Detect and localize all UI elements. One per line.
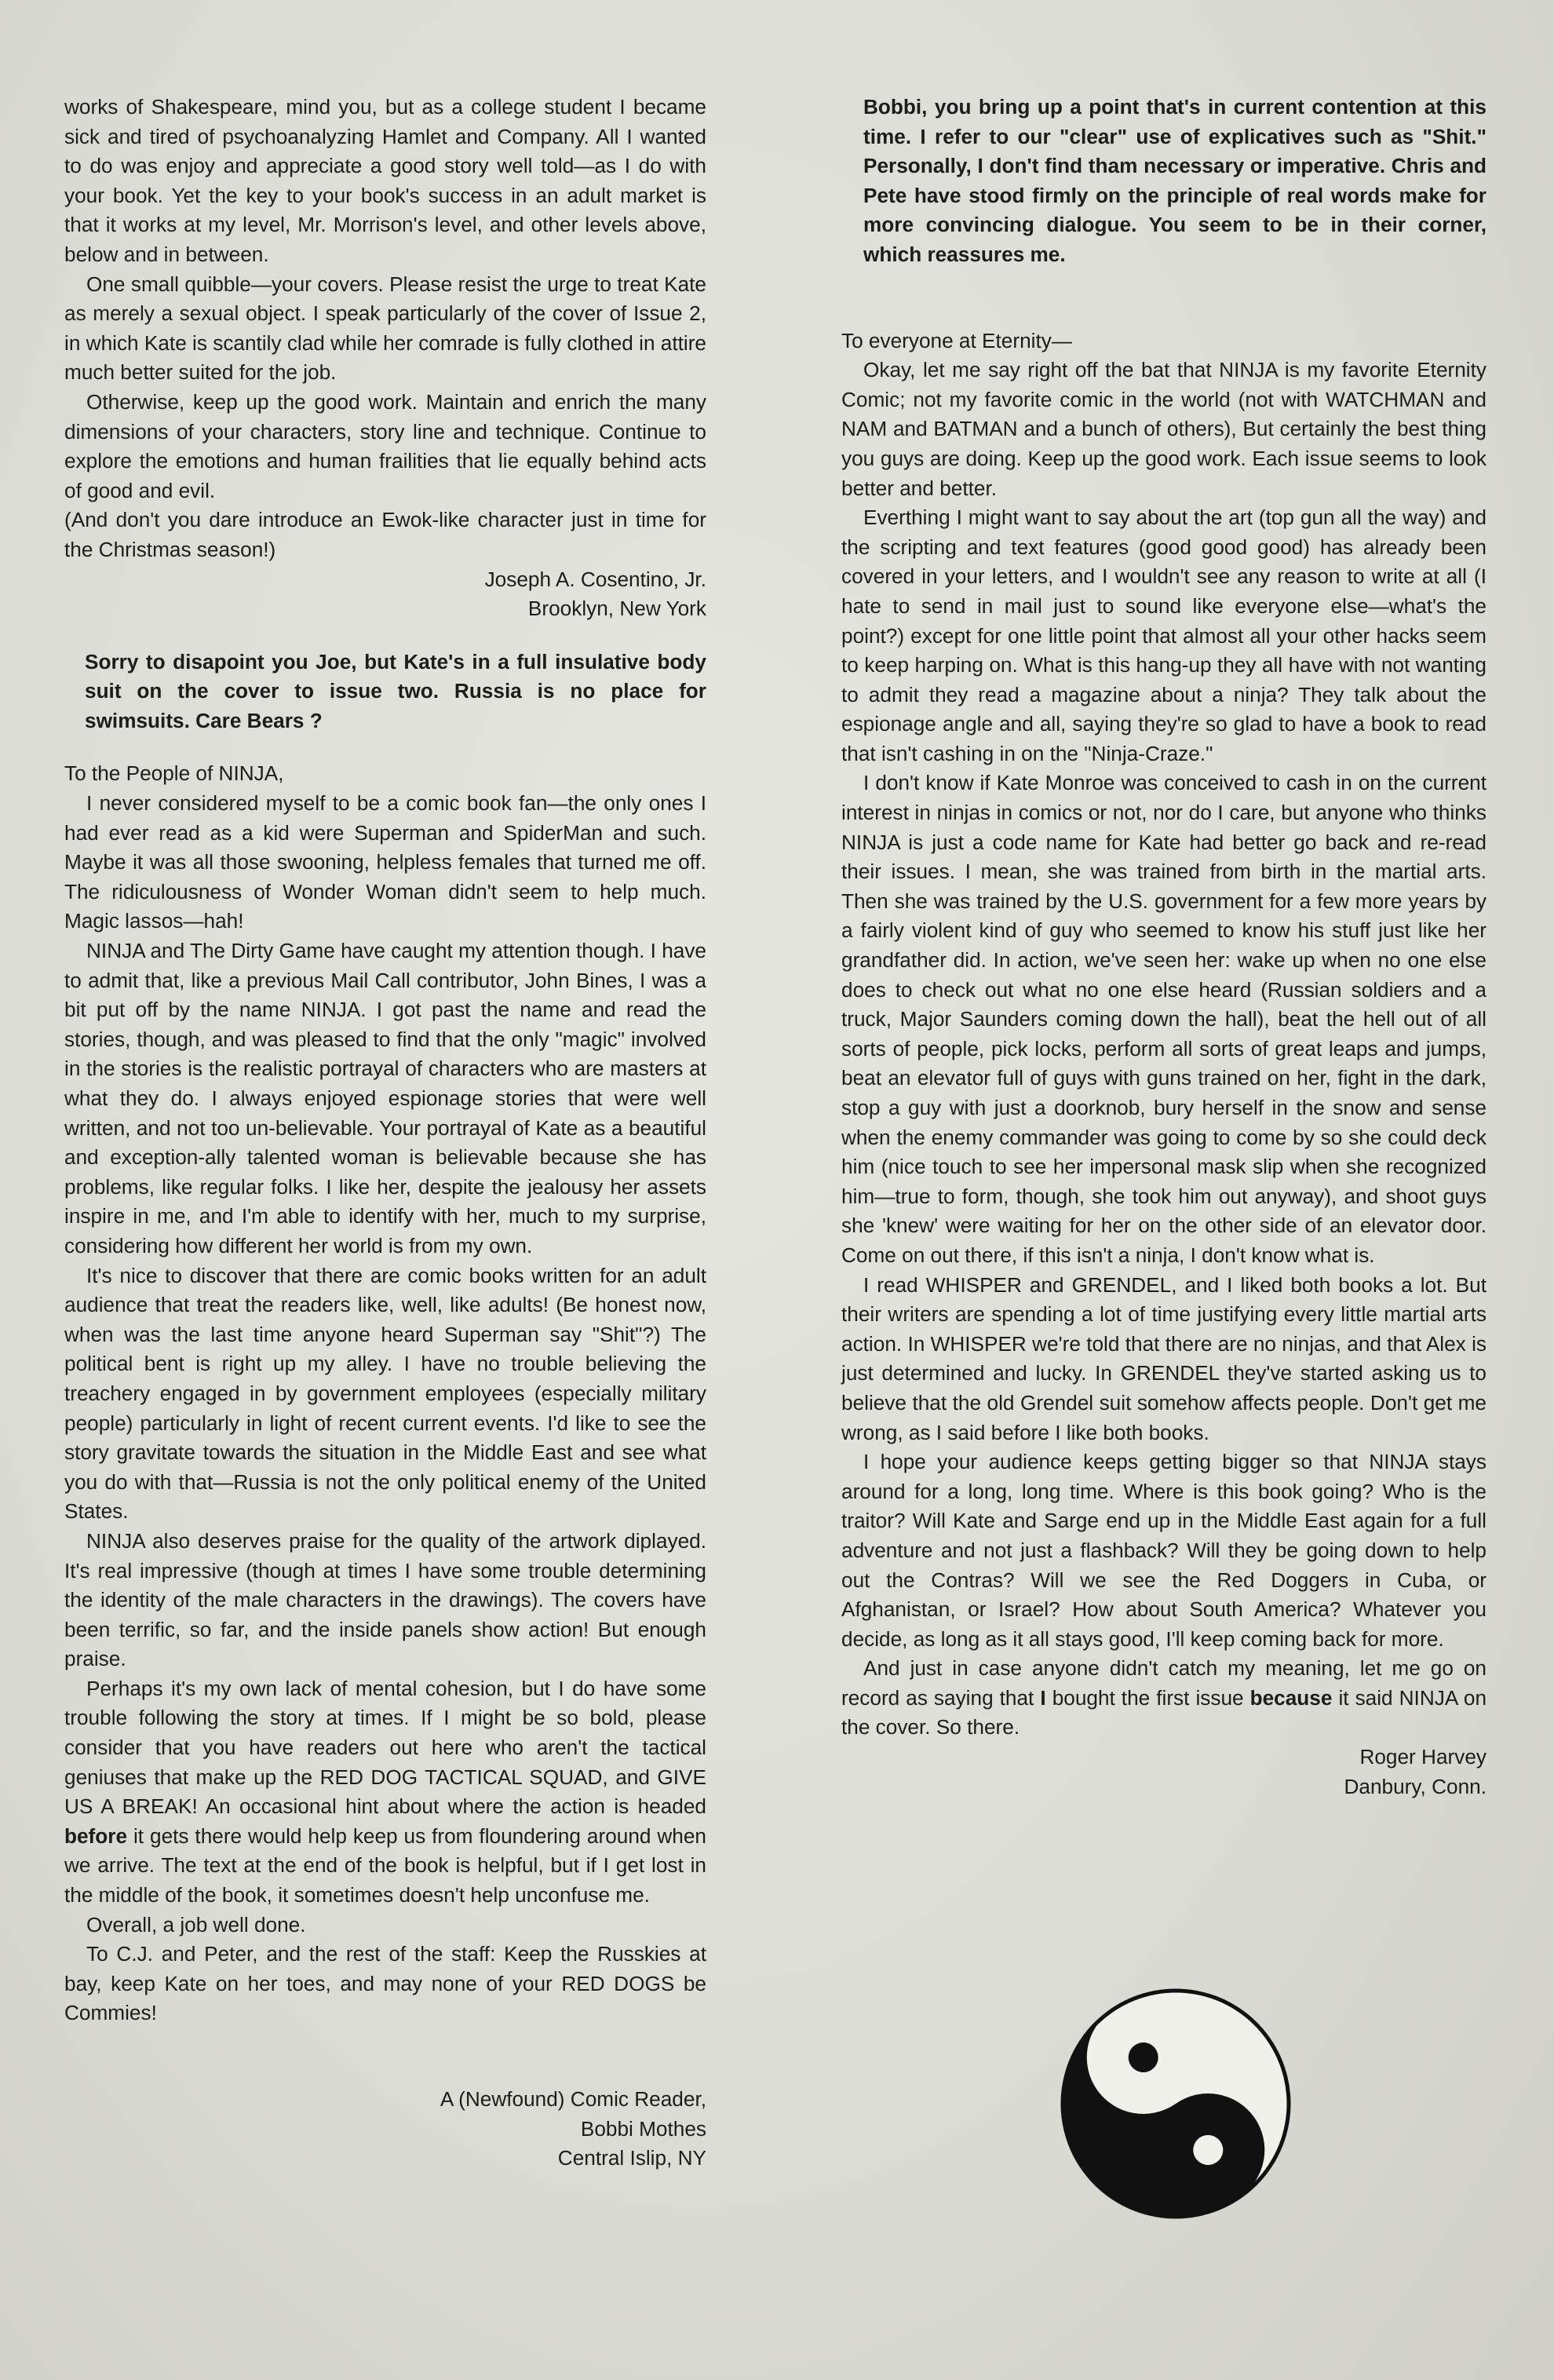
cosentino-signature-place: Brooklyn, New York [527, 597, 706, 621]
mothes-signature-place: Central Islip, NY [557, 2146, 706, 2170]
harvey-signature-name: Roger Harvey [1359, 1745, 1487, 1769]
harvey-para-5: I hope your audience keeps getting bigger so that NINJA stays around for a long, long time. Where is this book going? Who is the traitor? Will Kate and Sarge end up in the Middle East again for a full adventure and not just a flashback? Will they be going down to help out the Contras? Will we see the Red Doggers in Cuba, or Afghanistan, or Israel? How about South America? Whatever you decide, as long as it all stays good, I'll keep coming back for more. [841, 1450, 1487, 1651]
cosentino-para-1: works of Shakespeare, mind you, but as a college student I became sick and tired of psychoanalyzing Hamlet and Company. All I wanted to do was enjoy and appreciate a good story well told—as I do with your book. Yet the key to your book's success in an adult market is that it works at my level, Mr. Morrison's level, and other levels above, below and in between. [64, 95, 706, 266]
harvey-signature-place: Danbury, Conn. [1344, 1774, 1487, 1798]
harvey-para-4: I read WHISPER and GRENDEL, and I liked both books a lot. But their writers are spending a lot of time justifying every little martial arts action. In WHISPER we're told that there are no ninjas, and that Alex is just determined and lucky. In GRENDEL they've started asking us to believe that the old Grendel suit somehow affects people. Don't get me wrong, as I said before I like both books. [841, 1272, 1487, 1444]
mothes-para-5-b: it gets there would help keep us from floundering around when we arrive. The text at the end of the book is helpful, but if I get lost in the middle of the book, it sometimes doesn't help unconfuse me. [64, 1823, 706, 1907]
mothes-para-5-a: Perhaps it's my own lack of mental cohesion, but I do have some trouble following the story at times. If I might be so bold, please consider that you have readers out here who aren't the tactical geniuses that make up the RED DOG TACTICAL SQUAD, and GIVE US A BREAK! An occasional hint about where the action is headed [64, 1676, 706, 1819]
cosentino-para-2: One small quibble—your covers. Please resist the urge to treat Kate as merely a sexual object. I speak particularly of the cover of Issue 2, in which Kate is scantily clad while her comrade is fully clothed in attire much better suited for the job. [64, 272, 707, 385]
mothes-signature-name: Bobbi Mothes [580, 2116, 706, 2141]
harvey-para-2: Everthing I might want to say about the art (top gun all the way) and the scripting and text features (good good good) has already been covered in your letters, and I wouldn't see any reason to write at all (I hate to send in mail just to sound like everyone else—what's the point?) except for one little point that almost all your other hacks seem to keep harping on. What is this hang-up they all have with not wanting to admit they read a magazine about a ninja? They talk about the espionage angle and all, saying they're so glad to have a book to read that isn't cashing in on the "Ninja-Craze." [841, 506, 1487, 765]
harvey-para-6-emphasis-because: because [1249, 1685, 1333, 1710]
mothes-para-5-emphasis: before [64, 1823, 128, 1848]
mothes-para-1: I never considered myself to be a comic book fan—the only ones I had ever read as a kid were Superman and SpiderMan and such. Maybe it was all those swooning, helpless females that turned me off. The ridiculousness of Wonder Woman didn't seem to help much. Magic lassos—hah! [64, 791, 706, 933]
cosentino-para-4: (And don't you dare introduce an Ewok-like character just in time for the Christmas season!) [64, 508, 706, 561]
harvey-para-6-b: bought the first issue [1052, 1685, 1244, 1710]
right-column [841, 93, 1487, 1801]
harvey-para-1: Okay, let me say right off the bat that NINJA is my favorite Eternity Comic; not my favorite comic in the world (not with WATCHMAN and NAM and BATMAN and a bunch of others), But certainly the best thing you guys are doing. Keep up the good work. Each issue seems to look better and better. [841, 358, 1487, 500]
harvey-para-6-emphasis-i: I [1040, 1685, 1046, 1710]
cosentino-para-3: Otherwise, keep up the good work. Maintain and enrich the many dimensions of your characters, story line and technique. Continue to explore the emotions and human frailities that lie equally behind acts of good and evil. [64, 389, 706, 502]
left-column [64, 93, 706, 2174]
mothes-para-6: Overall, a job well done. [86, 1912, 306, 1936]
harvey-salutation: To everyone at Eternity— [841, 328, 1073, 352]
mothes-signature-line1: A (Newfound) Comic Reader, [440, 2087, 706, 2111]
mothes-para-3: It's nice to discover that there are comic books written for an adult audience that treat the readers like, well, like adults! (Be honest now, when was the last time anyone heard Superman say "Shit"?) The political bent is right up my alley. I have no trouble believing the treachery engaged in by government employees (especially military people) particularly in light of recent current events. I'd like to see the story gravitate towards the situation in the Middle East and see what you do with that—Russia is not the only political enemy of the United States. [64, 1263, 706, 1524]
mothes-para-5 [64, 1674, 706, 1911]
yin-yang-icon [1058, 1986, 1293, 2221]
mothes-salutation: To the People of NINJA, [64, 761, 284, 786]
harvey-para-6-a: And just in case anyone didn't catch my meaning, let me go on record as saying that [841, 1656, 1487, 1710]
cosentino-signature-name: Joseph A. Cosentino, Jr. [484, 567, 706, 591]
reply-to-joe: Sorry to disapoint you Joe, but Kate's in a full insulative body suit on the cover to issue two. Russia is no place for swimsuits. Care Bears ? [85, 649, 706, 732]
harvey-para-3: I don't know if Kate Monroe was conceived to cash in on the current interest in ninjas in comics or not, nor do I care, but anyone who thinks NINJA is just a code name for Kate had better go back and re-read their issues. I mean, she was trained from birth in the martial arts. Then she was trained by the U.S. government for a few more years by a fairly violent kind of guy who seemed to know his stuff just like her grandfather did. In action, we've seen her: wake up when no one else does to check out what no one else heard (Russian soldiers and a truck, Major Saunders coming down the hall), beat the hell out of all sorts of people, pick locks, perform all sorts of great leaps and jumps, beat an elevator full of guys with guns trained on her, fight in the dark, stop a guy with just a doorknob, bury herself in the snow and sense when the enemy commander was going to come by so she could deck him (nice touch to see her impersonal mask slip when she recognized him—true to form, though, she took him out anyway), and shoot guys she 'knew' were waiting for her on the other side of an elevator door. Come on out there, if this isn't a ninja, I don't know what is. [841, 771, 1487, 1267]
harvey-para-6 [841, 1654, 1487, 1743]
mothes-para-7: To C.J. and Peter, and the rest of the staff: Keep the Russkies at bay, keep Kate on her toes, and may none of your RED DOGS be Commies! [64, 1942, 706, 2025]
reply-to-bobbi: Bobbi, you bring up a point that's in current contention at this time. I refer to our "clear" use of explicatives such as "Shit." Personally, I don't find tham necessary or imperative. Chris and Pete have stood firmly on the principle of real words make for more convincing dialogue. You seem to be in their corner, which reassures me. [863, 95, 1487, 266]
harvey-para-6-c: it said NINJA on the cover. So there. [841, 1685, 1487, 1739]
mothes-para-2: NINJA and The Dirty Game have caught my attention though. I have to admit that, like a previous Mail Call contributor, John Bines, I was a bit put off by the name NINJA. I got past the name and read the stories, though, and was pleased to find that the only "magic" involved in the stories is the realistic portrayal of characters who are masters at what they do. I always enjoyed espionage stories that were well written, and not too un-believable. Your portrayal of Kate as a beautiful and exception-ally talented woman is believable because she has problems, like regular folks. I like her, despite the jealousy her assets inspire in me, and I'm able to identify with her, much to my surprise, considering how different her world is from my own. [64, 939, 706, 1258]
mothes-para-4: NINJA also deserves praise for the quality of the artwork diplayed. It's real impressive (though at times I have some trouble determining the identity of the male characters in the drawings). The covers have been terrific, so far, and the inside panels show action! But enough praise. [64, 1528, 706, 1671]
